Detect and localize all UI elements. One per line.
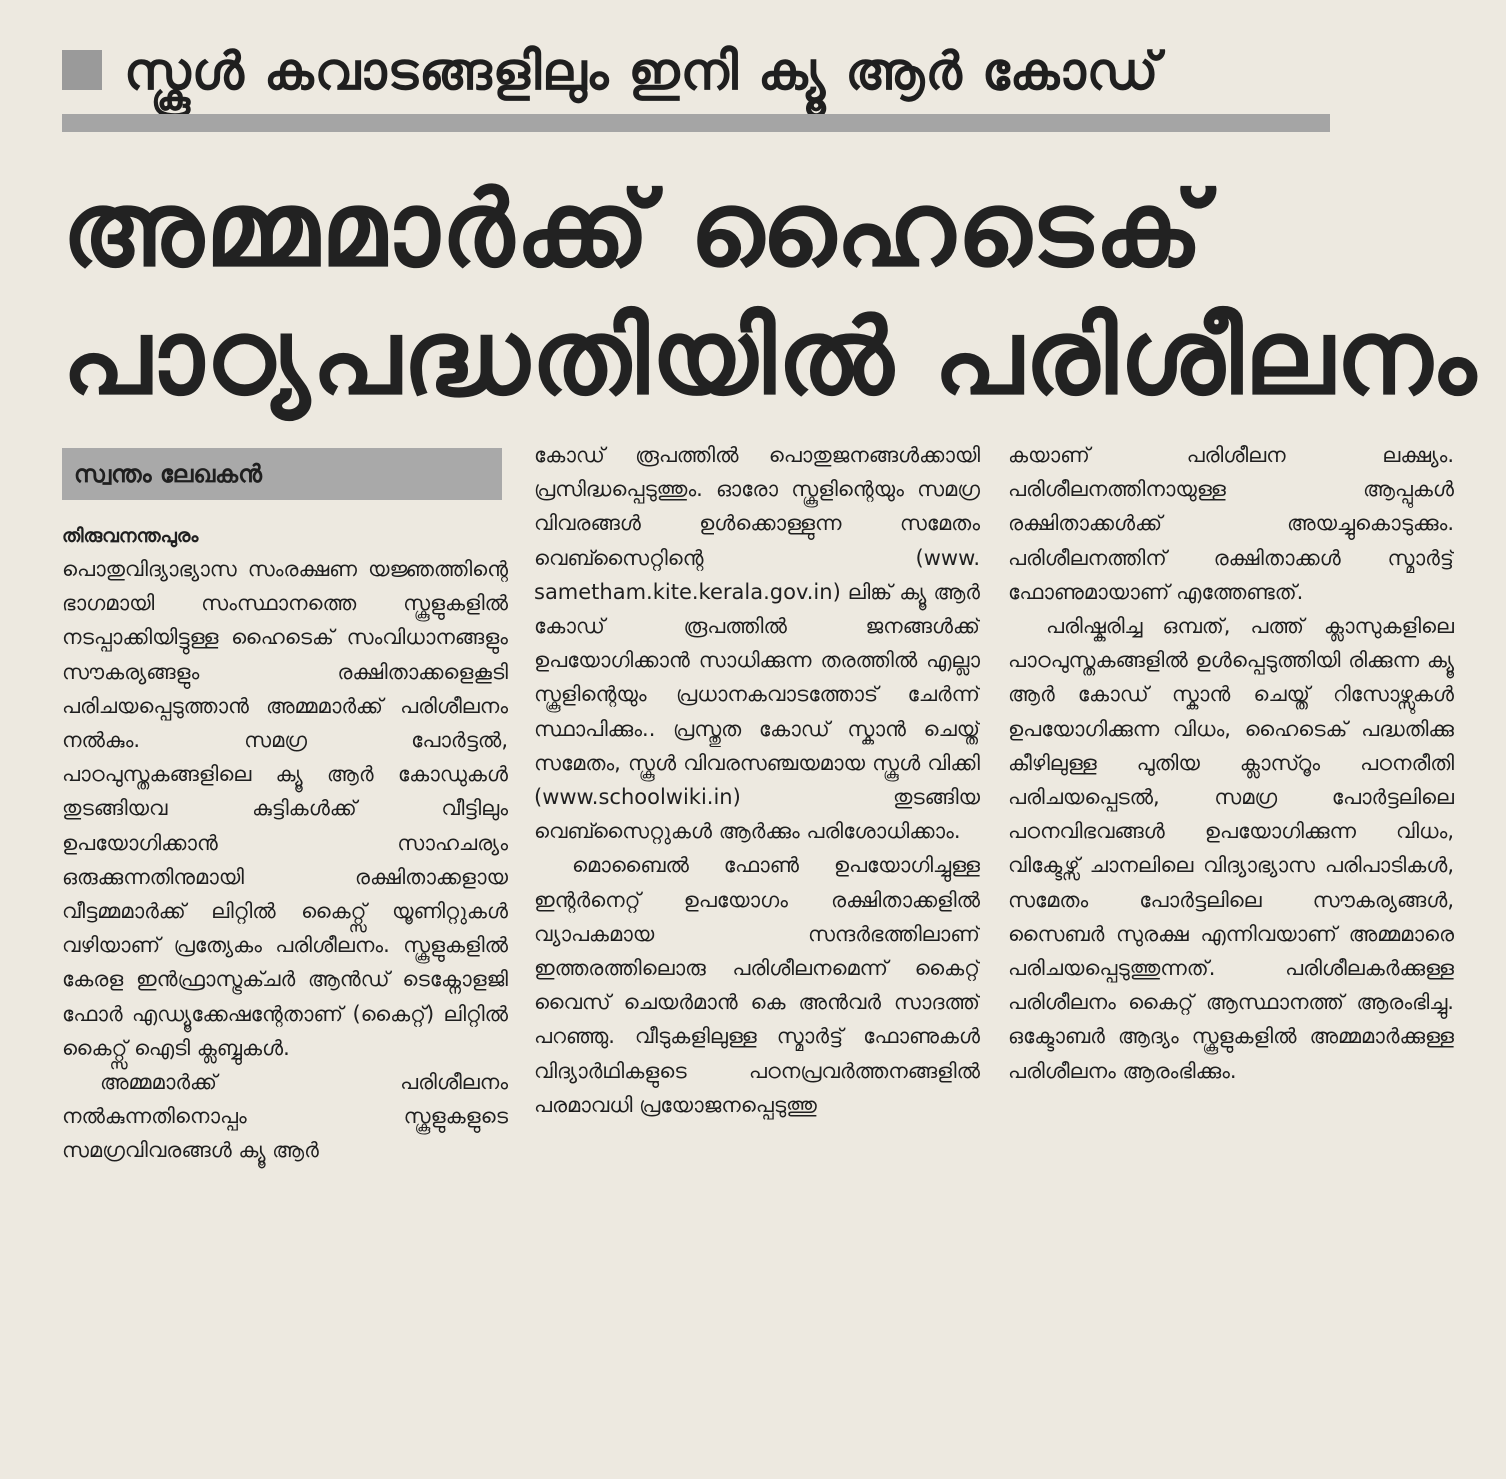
column-1-paragraph-2: അമ്മമാർക്ക് പരിശീലനം നൽകുന്നതിനൊപ്പം സ്കൂളുകളുടെ സമഗ്രവിവരങ്ങൾ ക്യൂ ആർ	[62, 1070, 508, 1163]
column-2	[534, 438, 980, 1478]
kicker-text: സ്കൂൾ കവാടങ്ങളിലും ഇനി ക്യൂ ആർ കോഡ്	[124, 42, 1160, 102]
column-3-paragraph-2: പരിഷ്കരിച്ച ഒമ്പത്, പത്ത് ക്ലാസുകളിലെ പാഠപുസ്തകങ്ങളിൽ ഉൾപ്പെടുത്തിയി രിക്കുന്ന ക്യൂ ആർ കോഡ് സ്കാൻ ചെയ്ത് റിസോഴ്സുകൾ ഉപയോഗിക്കുന്ന വിധം, ഹൈടെക് പദ്ധതിക്കു കീഴിലുള്ള പുതിയ ക്ലാസ്റൂം പഠനരീതി പരിചയപ്പെടൽ, സമഗ്ര പോർട്ടലിലെ പഠനവിഭവങ്ങൾ ഉപയോഗിക്കുന്ന വിധം, വിക്ടേഴ്സ് ചാനലിലെ വിദ്യാഭ്യാസ പരിപാടികൾ, സമേതം പോർട്ടലിലെ സൗകര്യങ്ങൾ, സൈബർ സുരക്ഷ എന്നിവയാണ് അമ്മമാരെ പരിചയപ്പെടുത്തുന്നത്. പരിശീലകർക്കുള്ള പരിശീലനം കൈറ്റ് ആസ്ഥാനത്ത് ആരംഭിച്ചു. ഒക്ടോബർ ആദ്യം സ്കൂളുകളിൽ അമ്മമാർക്കുള്ള പരിശീലനം ആരംഭിക്കും.	[1008, 614, 1454, 1083]
headline-line-1: അമ്മമാർക്ക് ഹൈടെക്	[62, 168, 1205, 290]
column-3-paragraph-1: കയാണ് പരിശീലന ലക്ഷ്യം. പരിശീലനത്തിനായുള്ള ആപ്പുകൾ രക്ഷിതാക്കൾക്ക് അയച്ചുകൊടുക്കും. പരിശീലനത്തിന് രക്ഷിതാക്കൾ സ്മാർട്ട് ഫോണുമായാണ് എത്തേണ്ടത്.	[1008, 443, 1454, 604]
column-2-paragraph-1: കോഡ് രൂപത്തിൽ പൊതുജനങ്ങൾക്കായി പ്രസിദ്ധപ്പെടുത്തും. ഓരോ സ്കൂളിന്റെയും സമഗ്ര വിവരങ്ങൾ ഉൾക്കൊള്ളുന്ന സമേതം വെബ്സൈറ്റിന്റെ (www. sametham.kite.kerala.gov.in) ലിങ്ക് ക്യൂ ആർ കോഡ് രൂപത്തിൽ ജനങ്ങൾക്ക് ഉപയോഗിക്കാൻ സാധിക്കുന്ന തരത്തിൽ എല്ലാ സ്കൂളിന്റെയും പ്രധാനകവാടത്തോട് ചേർന്ന് സ്ഥാപിക്കും.. പ്രസ്തുത കോഡ് സ്കാൻ ചെയ്ത് സമേതം, സ്കൂൾ വിവരസഞ്ചയമായ സ്കൂൾ വിക്കി (www.schoolwiki.in) തുടങ്ങിയ വെബ്സൈറ്റുകൾ ആർക്കും പരിശോധിക്കാം.	[534, 443, 980, 844]
column-3	[1008, 438, 1454, 1478]
headline	[62, 165, 1478, 421]
dateline: തിരുവനന്തപുരം	[62, 525, 199, 547]
kicker-rule	[62, 114, 1330, 132]
kicker-square-bullet	[62, 50, 102, 90]
headline-line-2: പാഠ്യപദ്ധതിയിൽ പരിശീലനം	[62, 296, 1478, 418]
column-1	[62, 438, 508, 1478]
column-2-paragraph-2: മൊബൈൽ ഫോൺ ഉപയോഗിച്ചുള്ള ഇന്റർനെറ്റ് ഉപയോഗം രക്ഷിതാക്കളിൽ വ്യാപകമായ സന്ദർഭത്തിലാണ് ഇത്തരത്തിലൊരു പരിശീലനമെന്ന് കൈറ്റ് വൈസ് ചെയർമാൻ കെ അൻവർ സാദത്ത് പറഞ്ഞു. വീടുകളിലുള്ള സ്മാർട്ട് ഫോണുകൾ വിദ്യാർഥികളുടെ പഠനപ്രവർത്തനങ്ങളിൽ പരമാവധി പ്രയോജനപ്പെടുത്തു	[534, 853, 980, 1117]
kicker-banner	[62, 28, 1330, 124]
column-1-paragraph-1: പൊതുവിദ്യാഭ്യാസ സംരക്ഷണ യജ്ഞത്തിന്റെ ഭാഗമായി സംസ്ഥാനത്തെ സ്കൂളുകളിൽ നടപ്പാക്കിയിട്ടുള്ള ഹൈടെക് സംവിധാനങ്ങളും സൗകര്യങ്ങളും രക്ഷിതാക്കളെകൂടി പരിചയപ്പെടുത്താൻ അമ്മമാർക്ക് പരിശീലനം നൽകും. സമഗ്ര പോർട്ടൽ, പാഠപുസ്തകങ്ങളിലെ ക്യൂ ആർ കോഡുകൾ തുടങ്ങിയവ കുട്ടികൾക്ക് വീട്ടിലും ഉപയോഗിക്കാൻ സാഹചര്യം ഒരുക്കുന്നതിനുമായി രക്ഷിതാക്കളായ വീട്ടമ്മമാർക്ക് ലിറ്റിൽ കൈറ്റ്സ് യൂണിറ്റുകൾ വഴിയാണ് പ്രത്യേകം പരിശീലനം. സ്കൂളുകളിൽ കേരള ഇൻഫ്രാസ്ട്രക്ചർ ആൻഡ് ടെക്നോളജി ഫോർ എഡ്യൂക്കേഷന്റേതാണ് (കൈറ്റ്) ലിറ്റിൽ കൈറ്റ്സ് ഐടി ക്ലബ്ബുകൾ.	[62, 557, 508, 1060]
byline: സ്വന്തം ലേഖകൻ	[62, 448, 502, 500]
